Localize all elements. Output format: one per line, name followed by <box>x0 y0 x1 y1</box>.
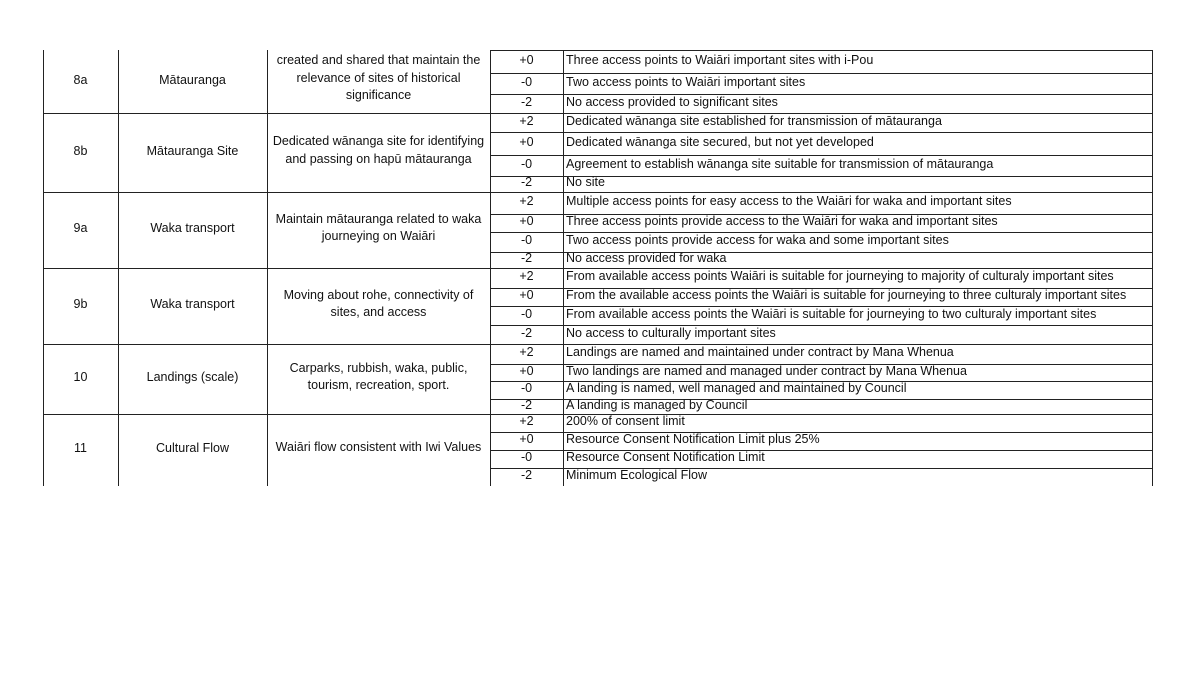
level-score: -2 <box>520 468 533 482</box>
level-score: -2 <box>520 175 533 189</box>
level-score: +2 <box>519 414 534 428</box>
level-description: No access to culturally important sites <box>566 325 776 340</box>
criterion-name: Landings (scale) <box>146 370 239 384</box>
level-score: +2 <box>519 269 534 283</box>
level-description: Three access points provide access to the Waiāri for waka and important sites <box>566 214 998 228</box>
criterion-description: sites, and access <box>330 305 427 319</box>
criteria-table <box>43 50 1153 486</box>
criterion-name: Mātauranga <box>159 72 226 87</box>
criterion-description: significance <box>345 88 412 102</box>
criterion-id: 8a <box>73 72 88 87</box>
level-description: Three access points to Waiāri important sites with i-Pou <box>566 52 874 67</box>
level-description: From available access points the Waiāri is suitable for journeying to two culturaly important sites <box>566 306 1097 321</box>
level-description: Two landings are named and managed under contract by Mana Whenua <box>566 363 967 378</box>
level-description: From available access points Waiāri is suitable for journeying to majority of culturaly important sites <box>566 269 1114 283</box>
level-score: -2 <box>520 251 533 265</box>
criterion-description: Waiāri flow consistent with Iwi Values <box>275 440 482 455</box>
level-score: -0 <box>520 74 533 89</box>
criterion-id: 8b <box>73 143 88 158</box>
level-description: From the available access points the Waiāri is suitable for journeying to three culturaly important sites <box>566 288 1127 302</box>
criterion-id: 9b <box>73 297 88 311</box>
criterion-description: relevance of sites of historical <box>296 70 461 85</box>
level-description: Multiple access points for easy access to the Waiāri for waka and important sites <box>566 194 1012 208</box>
level-score: +0 <box>519 134 534 149</box>
level-score: -2 <box>520 325 533 340</box>
level-description: A landing is managed by Council <box>566 397 748 412</box>
level-score: +2 <box>519 345 534 359</box>
criterion-name: Waka transport <box>150 221 235 235</box>
level-description: A landing is named, well managed and maintained by Council <box>566 381 907 395</box>
criterion-description: and passing on hapū mātauranga <box>285 151 472 166</box>
level-description: Landings are named and maintained under contract by Mana Whenua <box>566 345 954 359</box>
level-description: Agreement to establish wānanga site suitable for transmission of mātauranga <box>566 156 994 171</box>
level-score: -0 <box>520 306 533 321</box>
level-description: Two access points provide access for waka and some important sites <box>566 233 949 247</box>
criterion-name: Mātauranga Site <box>146 143 239 158</box>
level-score: +0 <box>519 288 534 302</box>
level-score: -0 <box>520 381 533 395</box>
criterion-description: Dedicated wānanga site for identifying <box>272 134 485 148</box>
criterion-id: 9a <box>73 221 88 235</box>
level-description: Resource Consent Notification Limit plus 25% <box>566 432 820 446</box>
level-description: Dedicated wānanga site established for transmission of mātauranga <box>566 113 942 128</box>
criterion-description: tourism, recreation, sport. <box>307 378 450 392</box>
level-description: Two access points to Waiāri important sites <box>566 74 806 89</box>
level-description: No access provided to significant sites <box>566 94 778 109</box>
criterion-id: 11 <box>74 441 87 455</box>
level-description: Resource Consent Notification Limit <box>566 450 765 464</box>
level-score: +0 <box>519 432 534 446</box>
level-description: 200% of consent limit <box>566 414 685 428</box>
level-score: -0 <box>520 156 533 171</box>
level-score: +0 <box>519 363 534 378</box>
level-score: +0 <box>519 214 534 228</box>
level-score: -0 <box>520 233 533 247</box>
criterion-name: Cultural Flow <box>156 441 229 455</box>
level-description: No access provided for waka <box>566 251 727 265</box>
level-score: +2 <box>519 113 534 128</box>
level-description: Minimum Ecological Flow <box>566 468 708 482</box>
level-description: No site <box>566 175 605 189</box>
criterion-id: 10 <box>73 370 88 384</box>
criterion-description: Carparks, rubbish, waka, public, <box>289 360 468 375</box>
criterion-description: journeying on Waiāri <box>321 229 436 243</box>
level-score: -0 <box>520 450 533 464</box>
level-score: -2 <box>520 397 533 412</box>
criterion-description: Maintain mātauranga related to waka <box>275 211 482 226</box>
criterion-description: created and shared that maintain the <box>276 53 481 67</box>
criterion-description: Moving about rohe, connectivity of <box>283 287 474 302</box>
level-score: +0 <box>519 52 534 67</box>
level-score: +2 <box>519 194 534 208</box>
level-score: -2 <box>520 94 533 109</box>
level-description: Dedicated wānanga site secured, but not yet developed <box>566 134 874 149</box>
criterion-name: Waka transport <box>150 297 235 311</box>
